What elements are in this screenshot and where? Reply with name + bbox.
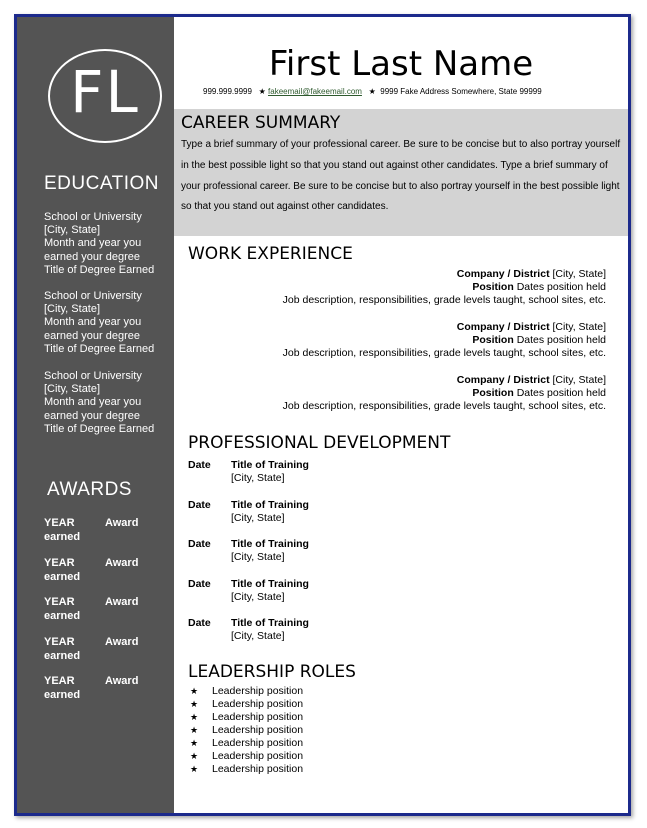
training-entry bbox=[188, 617, 488, 647]
training-entry bbox=[188, 499, 488, 529]
award-name: Award bbox=[105, 636, 139, 648]
work-dates: Dates position held bbox=[516, 281, 606, 294]
leadership-item: Leadership position bbox=[212, 685, 304, 697]
work-company-location: [City, State] bbox=[552, 321, 606, 333]
training-date: Date bbox=[188, 499, 211, 511]
leadership-item: Leadership position bbox=[212, 750, 304, 762]
list-item bbox=[190, 685, 303, 698]
list-item bbox=[190, 724, 303, 737]
award-entry bbox=[44, 675, 169, 705]
work-entry bbox=[206, 321, 606, 361]
work-entry bbox=[206, 374, 606, 414]
awards-heading: AWARDS bbox=[47, 479, 132, 500]
award-year: YEAR earned bbox=[44, 636, 81, 662]
award-name: Award bbox=[105, 557, 139, 569]
education-school: School or University bbox=[44, 290, 142, 302]
award-name: Award bbox=[105, 675, 139, 687]
education-location: [City, State] bbox=[44, 383, 101, 396]
training-date: Date bbox=[188, 617, 211, 629]
award-entry bbox=[44, 517, 169, 547]
education-school: School or University bbox=[44, 211, 142, 223]
leadership-roles-heading: LEADERSHIP ROLES bbox=[188, 662, 356, 682]
training-date: Date bbox=[188, 459, 211, 471]
monogram-initials: FL bbox=[70, 58, 140, 126]
list-item bbox=[190, 711, 303, 724]
star-bullet-icon: ★ bbox=[190, 686, 199, 696]
star-bullet-icon: ★ bbox=[190, 738, 199, 748]
email-link[interactable]: fakeemail@fakeemail.com bbox=[268, 87, 362, 96]
education-school: School or University bbox=[44, 370, 142, 382]
education-date: Month and year you earned your degree bbox=[44, 237, 142, 263]
work-company: Company / District bbox=[456, 321, 550, 333]
list-item bbox=[190, 737, 303, 750]
star-separator-icon: ★ bbox=[258, 87, 266, 96]
education-degree: Title of Degree Earned bbox=[44, 263, 155, 276]
award-entry bbox=[44, 557, 169, 587]
education-date: Month and year you earned your degree bbox=[44, 316, 142, 342]
award-entry bbox=[44, 636, 169, 666]
resume-page bbox=[14, 14, 631, 816]
work-position: Position bbox=[472, 387, 514, 400]
education-date: Month and year you earned your degree bbox=[44, 396, 142, 422]
training-location: [City, State] bbox=[231, 630, 285, 642]
work-position: Position bbox=[472, 334, 514, 347]
award-entry bbox=[44, 596, 169, 626]
work-company: Company / District bbox=[456, 374, 550, 386]
award-name: Award bbox=[105, 517, 139, 529]
training-entry bbox=[188, 538, 488, 568]
work-company-location: [City, State] bbox=[552, 374, 606, 386]
leadership-item: Leadership position bbox=[212, 711, 304, 723]
training-entry bbox=[188, 578, 488, 608]
work-position-line bbox=[206, 387, 606, 400]
training-date: Date bbox=[188, 538, 211, 550]
award-year: YEAR earned bbox=[44, 517, 81, 543]
education-entry bbox=[44, 211, 169, 277]
work-company-line bbox=[206, 268, 606, 281]
education-entry bbox=[44, 370, 169, 436]
award-year: YEAR earned bbox=[44, 557, 81, 583]
training-location: [City, State] bbox=[231, 591, 285, 603]
leadership-item: Leadership position bbox=[212, 737, 304, 749]
list-item bbox=[190, 763, 303, 776]
candidate-name: First Last Name bbox=[268, 44, 534, 84]
leadership-item: Leadership position bbox=[212, 724, 304, 736]
training-date: Date bbox=[188, 578, 211, 590]
work-company-line bbox=[206, 321, 606, 334]
training-title: Title of Training bbox=[231, 617, 309, 629]
star-bullet-icon: ★ bbox=[190, 751, 199, 761]
training-title: Title of Training bbox=[231, 459, 309, 471]
training-location: [City, State] bbox=[231, 472, 285, 484]
education-degree: Title of Degree Earned bbox=[44, 422, 155, 435]
star-bullet-icon: ★ bbox=[190, 725, 199, 735]
work-experience-heading: WORK EXPERIENCE bbox=[188, 244, 353, 264]
education-degree: Title of Degree Earned bbox=[44, 342, 155, 355]
work-company-location: [City, State] bbox=[552, 268, 606, 280]
leadership-list bbox=[190, 685, 303, 776]
leadership-item: Leadership position bbox=[212, 698, 304, 710]
work-position-line bbox=[206, 281, 606, 294]
career-summary-band bbox=[174, 109, 628, 236]
work-company: Company / District bbox=[456, 268, 550, 280]
education-location: [City, State] bbox=[44, 224, 101, 237]
sidebar bbox=[17, 17, 174, 813]
work-dates: Dates position held bbox=[516, 387, 606, 400]
list-item bbox=[190, 698, 303, 711]
monogram-circle bbox=[48, 49, 162, 143]
award-name: Award bbox=[105, 596, 139, 608]
address: 9999 Fake Address Somewhere, State 99999 bbox=[380, 87, 542, 96]
award-year: YEAR earned bbox=[44, 675, 81, 701]
career-summary-text: Type a brief summary of your professional career. Be sure to be concise but to also portray yourself in the best possible light so that you stand out against other candidates. Type a brief summary of your professional career. Be sure to be concise but to also portray yourself in the best possible light so that you stand out against other candidates. bbox=[181, 139, 621, 213]
work-description: Job description, responsibilities, grade levels taught, school sites, etc. bbox=[282, 347, 606, 360]
career-summary-heading: CAREER SUMMARY bbox=[181, 113, 341, 133]
education-heading: EDUCATION bbox=[44, 173, 159, 194]
training-location: [City, State] bbox=[231, 551, 285, 563]
phone-number: 999.999.9999 bbox=[203, 87, 252, 96]
work-description: Job description, responsibilities, grade levels taught, school sites, etc. bbox=[282, 294, 606, 307]
work-company-line bbox=[206, 374, 606, 387]
training-title: Title of Training bbox=[231, 499, 309, 511]
work-description: Job description, responsibilities, grade levels taught, school sites, etc. bbox=[282, 400, 606, 413]
education-location: [City, State] bbox=[44, 303, 101, 316]
list-item bbox=[190, 750, 303, 763]
training-title: Title of Training bbox=[231, 538, 309, 550]
work-position: Position bbox=[472, 281, 514, 294]
star-bullet-icon: ★ bbox=[190, 699, 199, 709]
leadership-item: Leadership position bbox=[212, 763, 304, 775]
professional-development-heading: PROFESSIONAL DEVELOPMENT bbox=[188, 433, 451, 453]
star-bullet-icon: ★ bbox=[190, 712, 199, 722]
training-title: Title of Training bbox=[231, 578, 309, 590]
training-location: [City, State] bbox=[231, 512, 285, 524]
award-year: YEAR earned bbox=[44, 596, 81, 622]
work-dates: Dates position held bbox=[516, 334, 606, 347]
star-bullet-icon: ★ bbox=[190, 764, 199, 774]
training-entry bbox=[188, 459, 488, 489]
contact-line bbox=[203, 87, 542, 96]
work-position-line bbox=[206, 334, 606, 347]
work-entry bbox=[206, 268, 606, 308]
star-separator-icon: ★ bbox=[368, 87, 376, 96]
education-entry bbox=[44, 290, 169, 356]
